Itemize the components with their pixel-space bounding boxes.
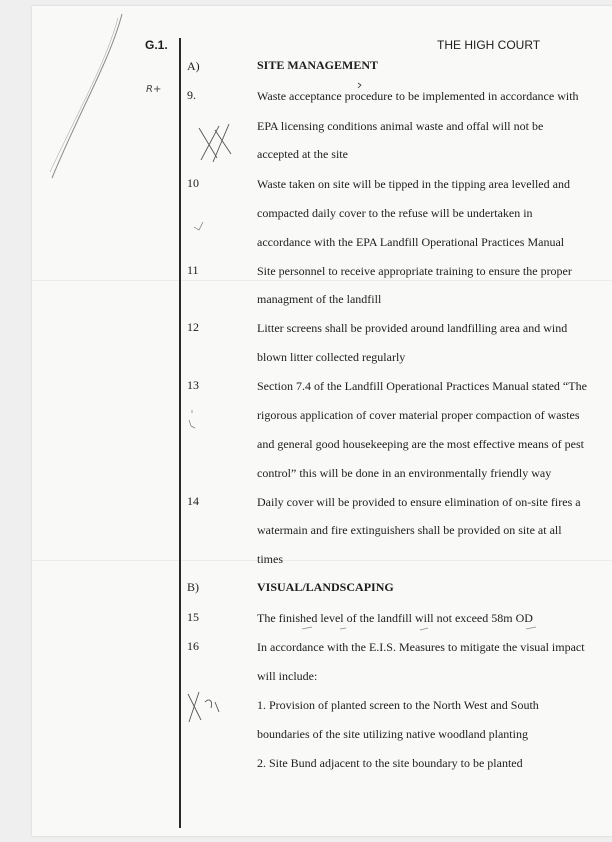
item-number: 10: [187, 176, 199, 190]
item-text-line: Daily cover will be provided to ensure elimination of on-site fires a: [257, 495, 581, 509]
section-letter: A): [187, 59, 200, 73]
item-text-line: In accordance with the E.I.S. Measures to mitigate the visual impact: [257, 640, 585, 654]
item-text-line: compacted daily cover to the refuse will be undertaken in: [257, 206, 533, 220]
item-number: 13: [187, 378, 199, 392]
pen-tick-mark: [186, 408, 198, 430]
item-text-line: 1. Provision of planted screen to the North West and South: [257, 698, 539, 712]
item-text-line: and general good housekeeping are the most effective means of pest: [257, 437, 584, 451]
item-text-line: Site personnel to receive appropriate training to ensure the proper: [257, 264, 572, 278]
handwritten-initials: R+: [146, 84, 162, 95]
pen-correction-mark: [356, 82, 364, 90]
item-number: 11: [187, 263, 199, 277]
pen-tick-mark: [192, 218, 206, 232]
page-reference: G.1.: [145, 38, 168, 52]
item-text-line: 2. Site Bund adjacent to the site boundary to be planted: [257, 756, 523, 770]
section-heading: VISUAL/LANDSCAPING: [257, 580, 394, 594]
court-name: THE HIGH COURT: [437, 38, 541, 52]
pen-underline-mark: [300, 624, 540, 632]
pen-stroke-edge: [0, 0, 140, 200]
handwritten-cross-mark: [195, 120, 235, 165]
item-text-line: times: [257, 552, 283, 566]
item-number: 9.: [187, 88, 196, 102]
item-text-line: rigorous application of cover material proper compaction of wastes: [257, 408, 580, 422]
item-text-line: Section 7.4 of the Landfill Operational Practices Manual stated “The: [257, 379, 587, 393]
section-letter: B): [187, 580, 199, 594]
item-text-line: managment of the landfill: [257, 292, 382, 306]
item-number: 15: [187, 610, 199, 624]
item-text-line: accepted at the site: [257, 147, 348, 161]
item-text-line: watermain and fire extinguishers shall be provided on site at all: [257, 523, 562, 537]
item-text-line: Waste taken on site will be tipped in the tipping area levelled and: [257, 177, 570, 191]
item-text-line: control” this will be done in an environmentally friendly way: [257, 466, 552, 480]
item-text-line: Waste acceptance procedure to be implemented in accordance with: [257, 89, 579, 103]
handwritten-cross-mark: [185, 688, 225, 728]
section-heading: SITE MANAGEMENT: [257, 58, 379, 72]
item-text-line: The finished level of the landfill will not exceed 58m OD: [257, 611, 533, 625]
item-number: 14: [187, 494, 199, 508]
item-text-line: boundaries of the site utilizing native woodland planting: [257, 727, 528, 741]
item-text-line: accordance with the EPA Landfill Operational Practices Manual: [257, 235, 565, 249]
item-text-line: Litter screens shall be provided around landfilling area and wind: [257, 321, 568, 335]
page-fold: [32, 560, 612, 561]
margin-rule: [179, 38, 181, 828]
item-number: 16: [187, 639, 199, 653]
item-text-line: will include:: [257, 669, 318, 683]
item-number: 12: [187, 320, 199, 334]
item-text-line: blown litter collected regularly: [257, 350, 406, 364]
item-text-line: EPA licensing conditions animal waste and offal will not be: [257, 119, 544, 133]
page-fold: [32, 280, 612, 281]
